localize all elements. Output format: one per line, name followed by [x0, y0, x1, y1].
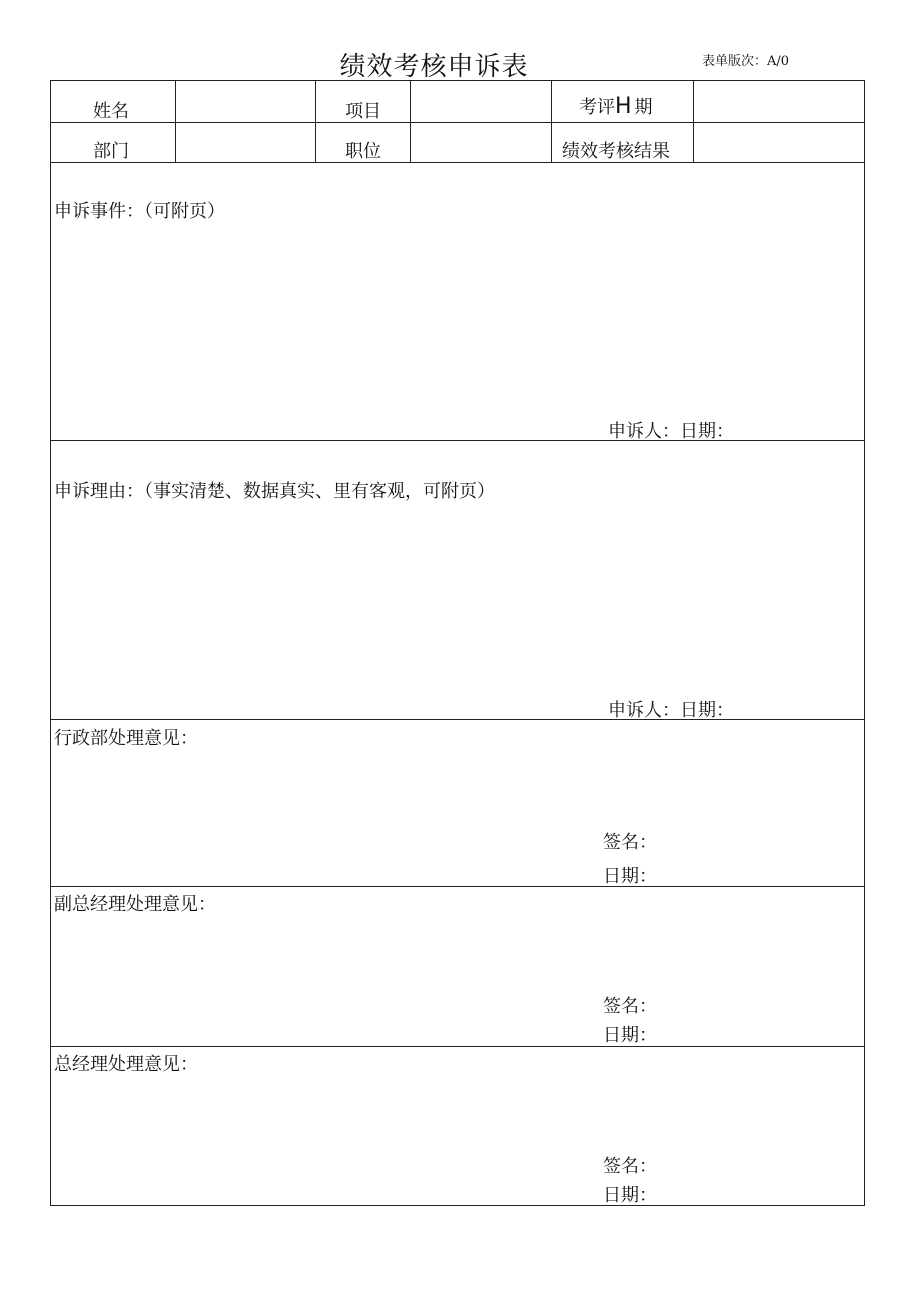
name-field[interactable]: [181, 97, 309, 119]
dept-label: 部门: [93, 141, 129, 162]
admin-opinion-label: 行政部处理意见：: [54, 728, 198, 749]
position-label: 职位: [345, 141, 381, 162]
form-version: [702, 50, 789, 69]
reason-signer-line: 申诉人：日期：: [608, 700, 734, 721]
form-version-value: A/0: [767, 54, 790, 69]
reason-section-label: 申诉理由：（事实清楚、数据真实、里有客观，可附页）: [54, 481, 495, 502]
position-field[interactable]: [416, 137, 544, 159]
project-field[interactable]: [416, 97, 544, 119]
column-divider: [175, 81, 176, 162]
column-divider: [551, 81, 552, 162]
admin-sign-label: 签名：: [603, 832, 657, 853]
row-divider: [51, 162, 864, 163]
review-date-label-b: H: [615, 94, 632, 119]
gm-sign-label: 签名：: [603, 1156, 657, 1177]
deputy-sign-label: 签名：: [603, 996, 657, 1017]
deputy-opinion-label: 副总经理处理意见：: [54, 894, 216, 915]
section-divider: [51, 1046, 864, 1047]
project-label: 项目: [345, 101, 381, 122]
review-date-label-a: 考评: [579, 97, 615, 118]
page-title: 绩效考核申诉表: [339, 52, 529, 82]
dept-field[interactable]: [181, 137, 309, 159]
appeal-form: [50, 80, 865, 1206]
column-divider: [410, 81, 411, 162]
name-label: 姓名: [93, 101, 129, 122]
gm-opinion-label: 总经理处理意见：: [54, 1054, 198, 1075]
event-signer-line: 申诉人：日期：: [608, 421, 734, 442]
deputy-date-label: 日期：: [603, 1025, 657, 1046]
section-divider: [51, 719, 864, 720]
review-date-label: [579, 93, 653, 119]
column-divider: [693, 81, 694, 162]
gm-date-label: 日期：: [603, 1185, 657, 1206]
section-divider: [51, 886, 864, 887]
row-divider: [51, 122, 864, 123]
review-date-field[interactable]: [699, 97, 859, 119]
event-section-label: 申诉事件：（可附页）: [54, 201, 225, 222]
result-label: 绩效考核结果: [562, 141, 670, 162]
column-divider: [315, 81, 316, 162]
admin-date-label: 日期：: [603, 866, 657, 887]
form-version-label: 表单版次：: [702, 54, 768, 69]
review-date-label-c: 期: [634, 97, 653, 118]
section-divider: [51, 440, 864, 441]
result-field[interactable]: [699, 137, 859, 159]
